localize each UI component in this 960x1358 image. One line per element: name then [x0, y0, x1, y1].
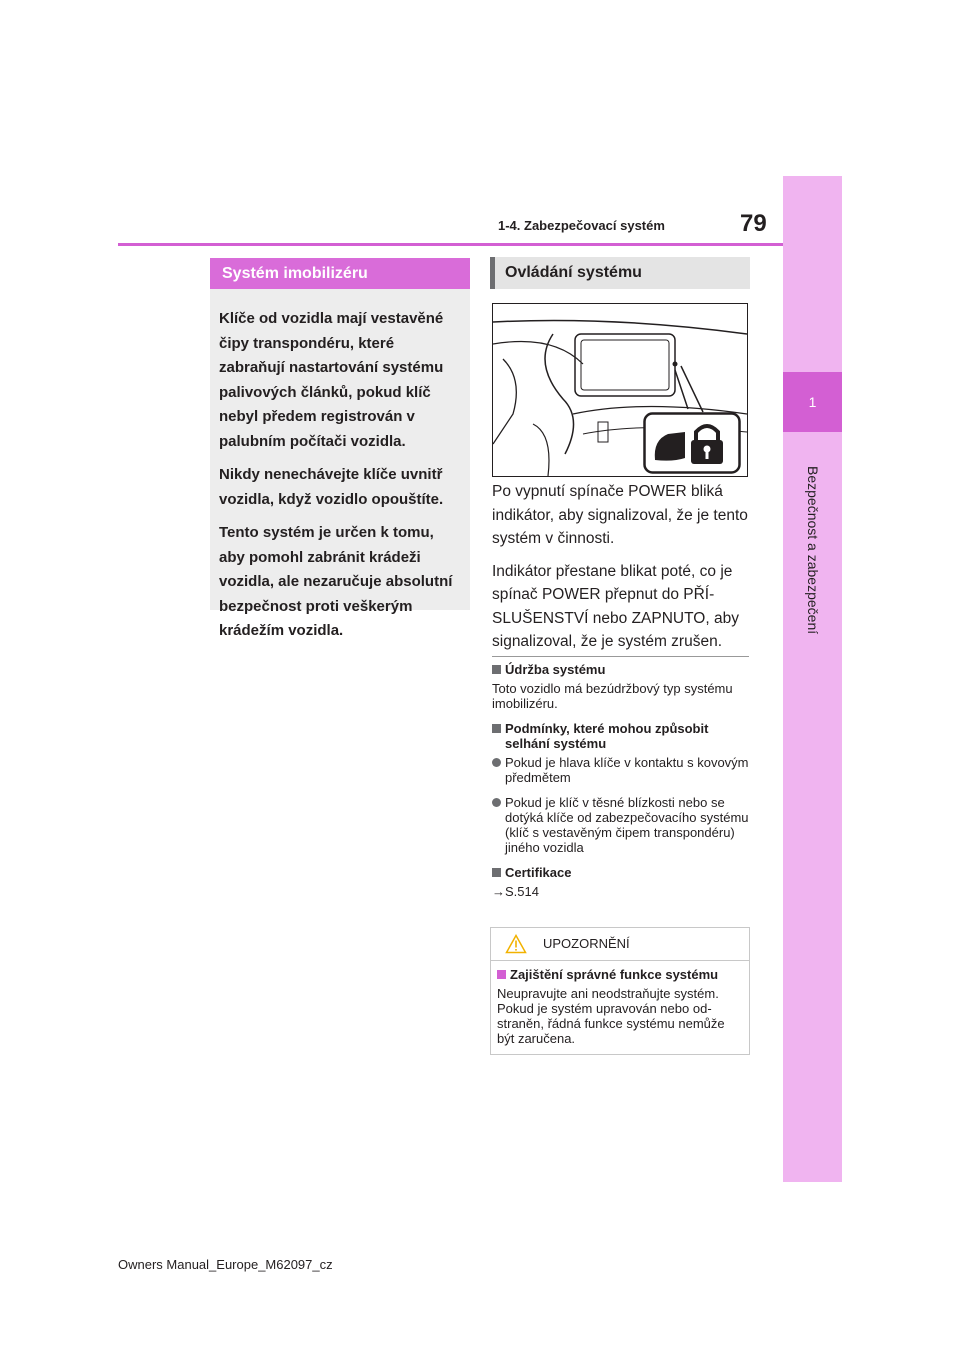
square-bullet-icon [497, 970, 506, 979]
notes-section [492, 662, 754, 909]
warning-header [491, 928, 749, 961]
left-info-box [210, 289, 470, 639]
section-header: 1-4. Zabezpečovací systém [498, 218, 665, 233]
note-heading: Certifikace [492, 865, 754, 880]
note-text: Toto vozidlo má bezúdržbový typ systému imobilizéru. [492, 681, 733, 711]
circle-bullet-icon [492, 798, 501, 807]
warning-body [491, 961, 749, 1046]
right-paragraph: Po vypnutí spínače POWER bliká indikátor, aby signalizoval, že je tento systém v činnosti. [492, 483, 748, 547]
dashboard-illustration [492, 303, 748, 477]
page-reference-link[interactable]: S.514 [505, 884, 539, 899]
header-rule [118, 243, 783, 246]
chapter-number: 1 [783, 372, 842, 432]
arrow-icon: → [492, 884, 505, 899]
left-paragraph: Klíče od vozidla mají vestavěné čipy transpondéru, které zabraňují nastartování systému palivových článků, pokud klíč nebyl předem registrován v palubním počítači vozidla. [219, 310, 444, 450]
warning-text: Neupravujte ani neodstraňujte systém. Pokud je systém upravován nebo odstraněn, řádná funkce systému nemůže být zaručena. [497, 986, 725, 1046]
warning-heading: Zajištění správné funkce systému [497, 967, 743, 982]
note-heading: Údržba systému [492, 662, 754, 677]
footer-text: Owners Manual_Europe_M62097_cz [118, 1257, 333, 1272]
warning-box [490, 927, 750, 1055]
warning-label: UPOZORNĚNÍ [543, 936, 630, 951]
chapter-title: Bezpečnost a zabezpečení [805, 466, 821, 635]
lock-indicator-icon [643, 412, 741, 474]
left-paragraph: Nikdy nenechávejte klíče uvnitř vozidla, když vozidlo opouštíte. [219, 466, 444, 508]
notes-separator [492, 656, 749, 657]
square-bullet-icon [492, 665, 501, 674]
page-number: 79 [740, 210, 767, 237]
warning-triangle-icon [505, 934, 527, 954]
left-section-title: Systém imobilizéru [210, 258, 470, 289]
note-bullet: Pokud je klíč v těsné blízkosti nebo se dotýká klíče od zabezpečovacího systému (klíč s vestavěným čipem transpondéru) jiného vozidla [492, 795, 754, 855]
chapter-sidebar [783, 176, 842, 1182]
square-bullet-icon [492, 724, 501, 733]
right-section-title: Ovládání systému [490, 257, 750, 289]
square-bullet-icon [492, 868, 501, 877]
page-reference [492, 884, 754, 899]
note-heading: Podmínky, které mohou způsobit selhání systému [492, 721, 754, 751]
left-paragraph: Tento systém je určen k tomu, aby pomohl zabránit krádeži vozidla, ale nezaručuje absolutní bezpečnost proti veškerým krádežím vozidla. [219, 524, 453, 639]
note-bullet: Pokud je hlava klíče v kontaktu s kovovým předmětem [492, 755, 754, 785]
right-body-text [492, 480, 754, 663]
circle-bullet-icon [492, 758, 501, 767]
right-paragraph: Indikátor přestane blikat poté, co je spínač POWER přepnut do PŘÍSLUŠENSTVÍ nebo ZAPNUTO, aby signalizoval, že je systém zrušen. [492, 562, 739, 650]
